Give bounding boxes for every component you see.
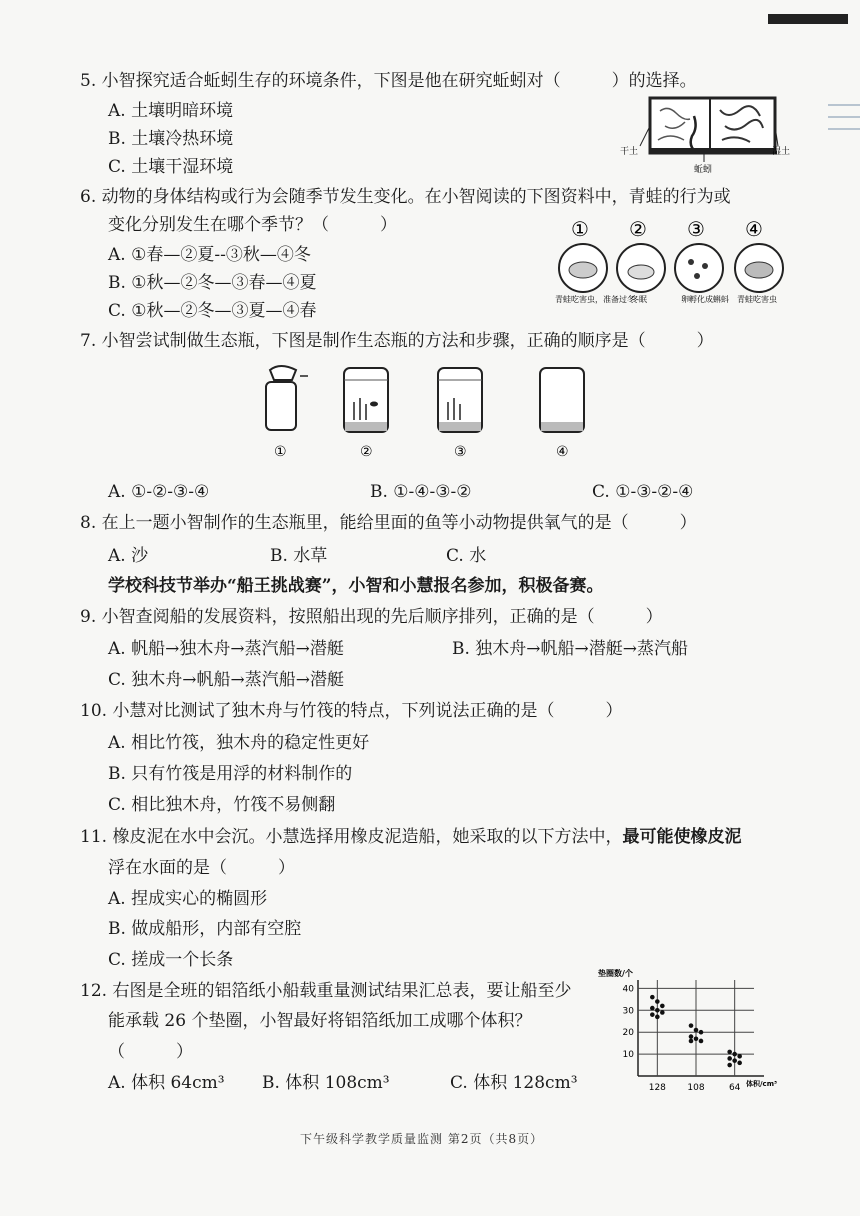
q6-panel-4 bbox=[735, 217, 783, 304]
q7-option-a: A. ①-②-③-④ bbox=[108, 482, 210, 502]
chart-point bbox=[732, 1052, 737, 1057]
q7-num-3: ③ bbox=[454, 444, 467, 460]
chart-point bbox=[655, 1015, 660, 1020]
q7-option-b: B. ①-④-③-② bbox=[370, 482, 472, 502]
q7-stem: 7. 小智尝试制做生态瓶，下图是制作生态瓶的方法和步骤，正确的顺序是（ ） bbox=[80, 331, 714, 351]
q12-scatter-chart bbox=[596, 966, 792, 1104]
q6-caption-3: 卵孵化成蝌蚪 bbox=[681, 295, 729, 304]
q6-num-2: ② bbox=[629, 217, 647, 241]
q7-ecobottle-steps-figure bbox=[250, 360, 610, 470]
q7-step-4-sand bbox=[540, 368, 584, 460]
chart-point bbox=[699, 1039, 704, 1044]
q10-option-a: A. 相比竹筏，独木舟的稳定性更好 bbox=[108, 733, 370, 753]
q10-option-b: B. 只有竹筏是用浮的材料制作的 bbox=[108, 764, 353, 784]
q6-panel-2 bbox=[617, 217, 665, 304]
q12-option-a: A. 体积 64cm³ bbox=[108, 1073, 225, 1093]
q7-step-3-plants bbox=[438, 368, 482, 460]
q5-earthworm-box-figure bbox=[610, 96, 790, 176]
q6-panel-3 bbox=[675, 217, 729, 304]
chart-point bbox=[650, 1012, 655, 1017]
chart-y-tick-label: 10 bbox=[622, 1050, 634, 1061]
chart-x-tick-label: 128 bbox=[648, 1083, 666, 1093]
q11-option-a: A. 捏成实心的椭圆形 bbox=[108, 889, 268, 909]
q6-option-a: A. ①春—②夏--③秋—④冬 bbox=[108, 245, 311, 265]
chart-point bbox=[650, 1006, 655, 1011]
q6-num-4: ④ bbox=[745, 217, 763, 241]
q5-option-c: C. 土壤干湿环境 bbox=[108, 157, 234, 177]
q9-option-a: A. 帆船→独木舟→蒸汽船→潜艇 bbox=[108, 639, 344, 659]
q12-option-b: B. 体积 108cm³ bbox=[262, 1073, 390, 1093]
q6-num-3: ③ bbox=[687, 217, 705, 241]
chart-point bbox=[660, 1004, 665, 1009]
q7-step-2-fish bbox=[344, 368, 388, 460]
chart-y-tick-label: 40 bbox=[622, 984, 634, 995]
q9-option-b: B. 独木舟→帆船→潜艇→蒸汽船 bbox=[452, 639, 689, 659]
chart-point bbox=[694, 1028, 699, 1033]
q12-answer-blank: （ ） bbox=[108, 1042, 193, 1062]
q6-caption-1: 青蛙吃害虫，准备过冬 bbox=[555, 295, 635, 304]
q7-num-4: ④ bbox=[556, 444, 569, 460]
q6-num-1: ① bbox=[571, 217, 589, 241]
q7-num-2: ② bbox=[360, 444, 373, 460]
q5-label-worm: 蚯蚓 bbox=[694, 165, 713, 175]
q7-num-1: ① bbox=[274, 444, 287, 460]
q10-option-c: C. 相比独木舟，竹筏不易侧翻 bbox=[108, 795, 336, 815]
q6-option-c: C. ①秋—②冬—③夏—④春 bbox=[108, 301, 317, 321]
chart-y-tick-label: 20 bbox=[622, 1028, 634, 1039]
q8-stem: 8. 在上一题小智制作的生态瓶里，能给里面的鱼等小动物提供氧气的是（ ） bbox=[80, 513, 697, 533]
chart-point bbox=[732, 1058, 737, 1063]
chart-y-tick-label: 30 bbox=[622, 1006, 634, 1017]
q6-stem-line1: 6. 动物的身体结构或行为会随季节发生变化。在小智阅读的下图资料中，青蛙的行为或 bbox=[80, 187, 731, 207]
chart-point bbox=[689, 1023, 694, 1028]
q9-stem: 9. 小智查阅船的发展资料，按照船出现的先后顺序排列，正确的是（ ） bbox=[80, 607, 663, 627]
q11-stem-emphasis: 最可能使橡皮泥 bbox=[622, 827, 742, 847]
section-intro: 学校科技节举办“船王挑战赛”，小智和小慧报名参加，积极备赛。 bbox=[108, 576, 604, 596]
q10-stem: 10. 小慧对比测试了独木舟与竹筏的特点，下列说法正确的是（ ） bbox=[80, 701, 623, 721]
q8-option-c: C. 水 bbox=[446, 546, 487, 566]
chart-x-tick-label: 108 bbox=[687, 1083, 705, 1093]
q5-option-a: A. 土壤明暗环境 bbox=[108, 101, 234, 121]
q12-stem-line2: 能承载 26 个垫圈，小智最好将铝箔纸加工成哪个体积？ bbox=[108, 1011, 532, 1031]
q6-caption-2: 冬眠 bbox=[631, 295, 647, 304]
chart-point bbox=[660, 1010, 665, 1015]
q7-step-1-cut-bottle bbox=[266, 366, 308, 460]
q8-option-b: B. 水草 bbox=[270, 546, 328, 566]
chart-point bbox=[727, 1050, 732, 1055]
q5-label-wet: 湿土 bbox=[772, 147, 790, 157]
q7-option-c: C. ①-③-②-④ bbox=[592, 482, 694, 502]
q11-stem-line1 bbox=[80, 826, 741, 848]
q6-caption-4: 青蛙吃害虫 bbox=[737, 295, 777, 304]
q12-stem-line1: 12. 右图是全班的铝箔纸小船载重量测试结果汇总表，要让船至少 bbox=[80, 981, 572, 1001]
corner-mark bbox=[768, 14, 848, 24]
chart-x-tick-label: 64 bbox=[728, 1083, 741, 1093]
chart-plot-area bbox=[623, 980, 764, 1093]
chart-point bbox=[655, 999, 660, 1004]
q11-option-c: C. 搓成一个长条 bbox=[108, 950, 234, 970]
side-menu-lines bbox=[828, 104, 860, 140]
page-footer: 下午级科学教学质量监测 第2页（共8页） bbox=[300, 1132, 544, 1146]
q6-stem-line2: 变化分别发生在哪个季节？（ ） bbox=[108, 215, 397, 235]
chart-point bbox=[737, 1054, 742, 1059]
q9-option-c: C. 独木舟→帆船→蒸汽船→潜艇 bbox=[108, 670, 344, 690]
chart-point bbox=[727, 1056, 732, 1061]
q5-option-b: B. 土壤冷热环境 bbox=[108, 129, 234, 149]
chart-point bbox=[694, 1036, 699, 1041]
q6-option-b: B. ①秋—②冬—③春—④夏 bbox=[108, 273, 317, 293]
chart-point bbox=[689, 1034, 694, 1039]
chart-point bbox=[650, 995, 655, 1000]
q8-option-a: A. 沙 bbox=[108, 546, 149, 566]
q5-label-dry: 干土 bbox=[620, 147, 639, 157]
q5-stem: 5. 小智探究适合蚯蚓生存的环境条件，下图是他在研究蚯蚓对（ ）的选择。 bbox=[80, 71, 697, 91]
chart-point bbox=[727, 1063, 732, 1068]
chart-point bbox=[655, 1008, 660, 1013]
q12-option-c: C. 体积 128cm³ bbox=[450, 1073, 578, 1093]
chart-x-axis-label: 体积/cm³ bbox=[746, 1080, 778, 1088]
q11-stem-part1: 11. 橡皮泥在水中会沉。小慧选择用橡皮泥造船，她采取的以下方法中， bbox=[80, 827, 623, 847]
q11-option-b: B. 做成船形，内部有空腔 bbox=[108, 919, 302, 939]
chart-point bbox=[737, 1061, 742, 1066]
chart-point bbox=[699, 1030, 704, 1035]
q11-stem-line2: 浮在水面的是（ ） bbox=[108, 858, 295, 878]
q6-frog-season-figure bbox=[555, 214, 795, 320]
chart-y-axis-label: 垫圈数/个 bbox=[598, 969, 633, 978]
chart-point bbox=[689, 1039, 694, 1044]
